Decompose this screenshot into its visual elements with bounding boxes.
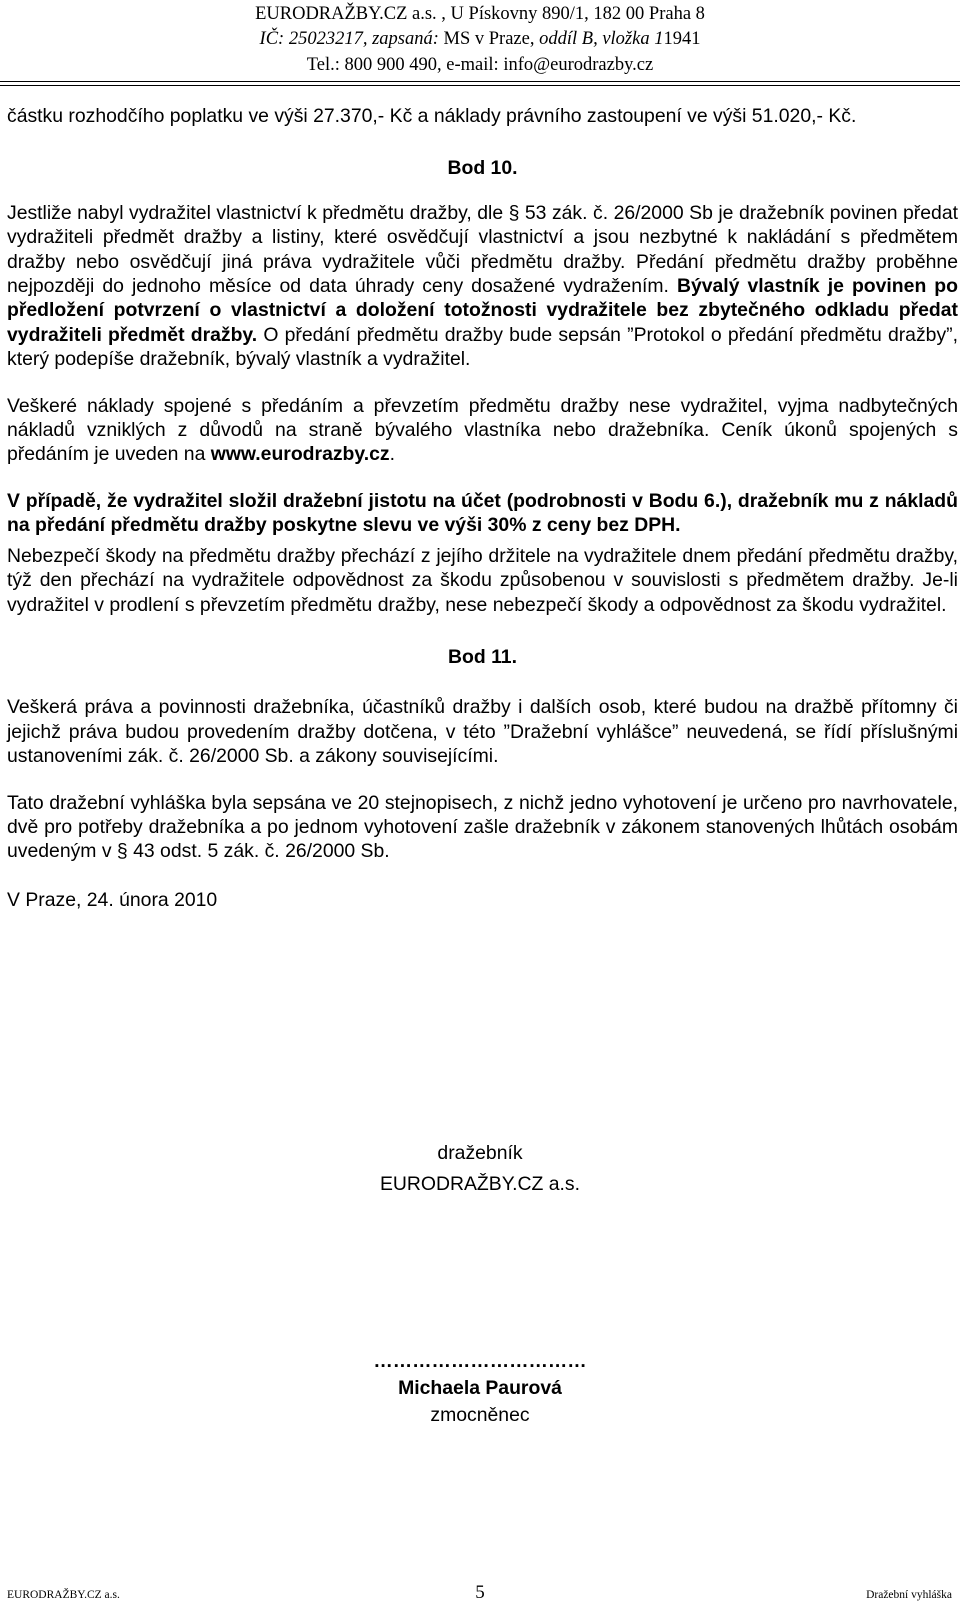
header-divider xyxy=(0,81,960,82)
header-line-registration xyxy=(0,27,960,51)
paragraph-risk: Nebezpečí škody na předmětu dražby přechází z jejího držitele na vydražitele dnem předání předmětu dražby, týž den přechází na vydražitele odpovědnost za škodu způsobenou v souvislosti s předmětem dražby. Je-li vydražitel v prodlení s převzetím předmětu dražby, nese nebezpečí škody a odpovědnost za škodu vydražitel. xyxy=(7,544,958,616)
header-section: oddíl B, vložka 1 xyxy=(539,29,664,49)
paragraph-fee: částku rozhodčího poplatku ve výši 27.370,- Kč a náklady právního zastoupení ve výši 51.020,- Kč. xyxy=(7,105,857,127)
website-link[interactable]: www.eurodrazby.cz xyxy=(210,443,390,466)
header-line-contact: Tel.: 800 900 490, e-mail: info@eurodrazby.cz xyxy=(306,55,654,75)
paragraph-copies: Tato dražební vyhláška byla sepsána ve 20 stejnopisech, z nichž jedno vyhotovení je určeno pro navrhovatele, dvě pro potřeby dražebníka a po jednom vyhotovení zašle dražebník v zákonem stanovených lhůtách osobám uvedeným v § 43 odst. 5 zák. č. 26/2000 Sb. xyxy=(7,791,958,863)
paragraph-transfer xyxy=(7,201,958,372)
page-number: 5 xyxy=(475,1582,485,1603)
signature-name: Michaela Paurová xyxy=(398,1377,562,1399)
header-court: MS v Praze, xyxy=(438,29,540,49)
signature-title: zmocněnec xyxy=(430,1404,530,1426)
footer-company: EURODRAŽBY.CZ a.s. xyxy=(7,1589,120,1601)
document-body xyxy=(7,104,958,912)
section-heading-bod-11: Bod 11. xyxy=(448,645,517,668)
paragraph-rights: Veškerá práva a povinnosti dražebníka, účastníků dražby i dalších osob, které budou na dražbě přítomny či jejichž práva budou provedením dražby dotčena, v této ”Dražební vyhlášce” neuvedená, se řídí příslušnými ustanoveními zák. č. 26/2000 Sb. a zákony souvisejícími. xyxy=(7,696,958,768)
section-heading-bod-10: Bod 10. xyxy=(447,157,518,180)
paragraph-transfer-bold: Bývalý vlastník je povinen po předložení potvrzení o vlastnictví a doložení totožnosti vydražitele bez zbytečného odkladu předat vydražiteli předmět dražby. xyxy=(7,275,958,346)
paragraph-transfer-text-b: O předání předmětu dražby bude sepsán ”Protokol o předání předmětu dražby”, který podepíše dražebník, bývalý vlastník a vydražitel. xyxy=(7,323,958,371)
header-ic: IČ: 25023217, zapsaná: xyxy=(259,29,439,49)
paragraph-costs-text: Veškeré náklady spojené s předáním a převzetím předmětu dražby nese vydražitel, vyjma nadbytečných nákladů vzniklých z důvodů na straně bývalého vlastníka nebo dražebníka. Ceník úkonů spojených s předáním je uveden na xyxy=(7,394,958,466)
paragraph-costs xyxy=(7,394,958,467)
place-and-date: V Praze, 24. února 2010 xyxy=(7,888,218,911)
signature-company: EURODRAŽBY.CZ a.s. xyxy=(379,1173,581,1195)
footer-document-title: Dražební vyhláška xyxy=(866,1589,952,1601)
header-divider-thin xyxy=(0,85,960,86)
signature-line: …………………………… xyxy=(373,1350,587,1372)
paragraph-discount: V případě, že vydražitel složil dražební jistotu na účet (podrobnosti v Bodu 6.), dražebník mu z nákladů na předání předmětu dražby poskytne slevu ve výši 30% z ceny bez DPH. xyxy=(7,489,958,537)
signature-role: dražebník xyxy=(437,1142,523,1164)
header-line-company: EURODRAŽBY.CZ a.s. , U Pískovny 890/1, 182 00 Praha 8 xyxy=(255,4,705,24)
paragraph-costs-end: . xyxy=(389,443,396,466)
paragraph-transfer-text-a: Jestliže nabyl vydražitel vlastnictví k předmětu dražby, dle § 53 zák. č. 26/2000 Sb je dražebník povinen předat vydražiteli předmět dražby a listiny, které osvědčují vlastnictví a jsou nezbytné k nakládání s předmětem dražby nebo osvědčují jiná práva vydražitele vůči předmětu dražby. Předání předmětu dražby proběhne nejpozději do jednoho měsíce od data úhrady ceny dosažené vydražením. xyxy=(7,201,958,298)
header-insert-number: 1941 xyxy=(663,29,701,49)
